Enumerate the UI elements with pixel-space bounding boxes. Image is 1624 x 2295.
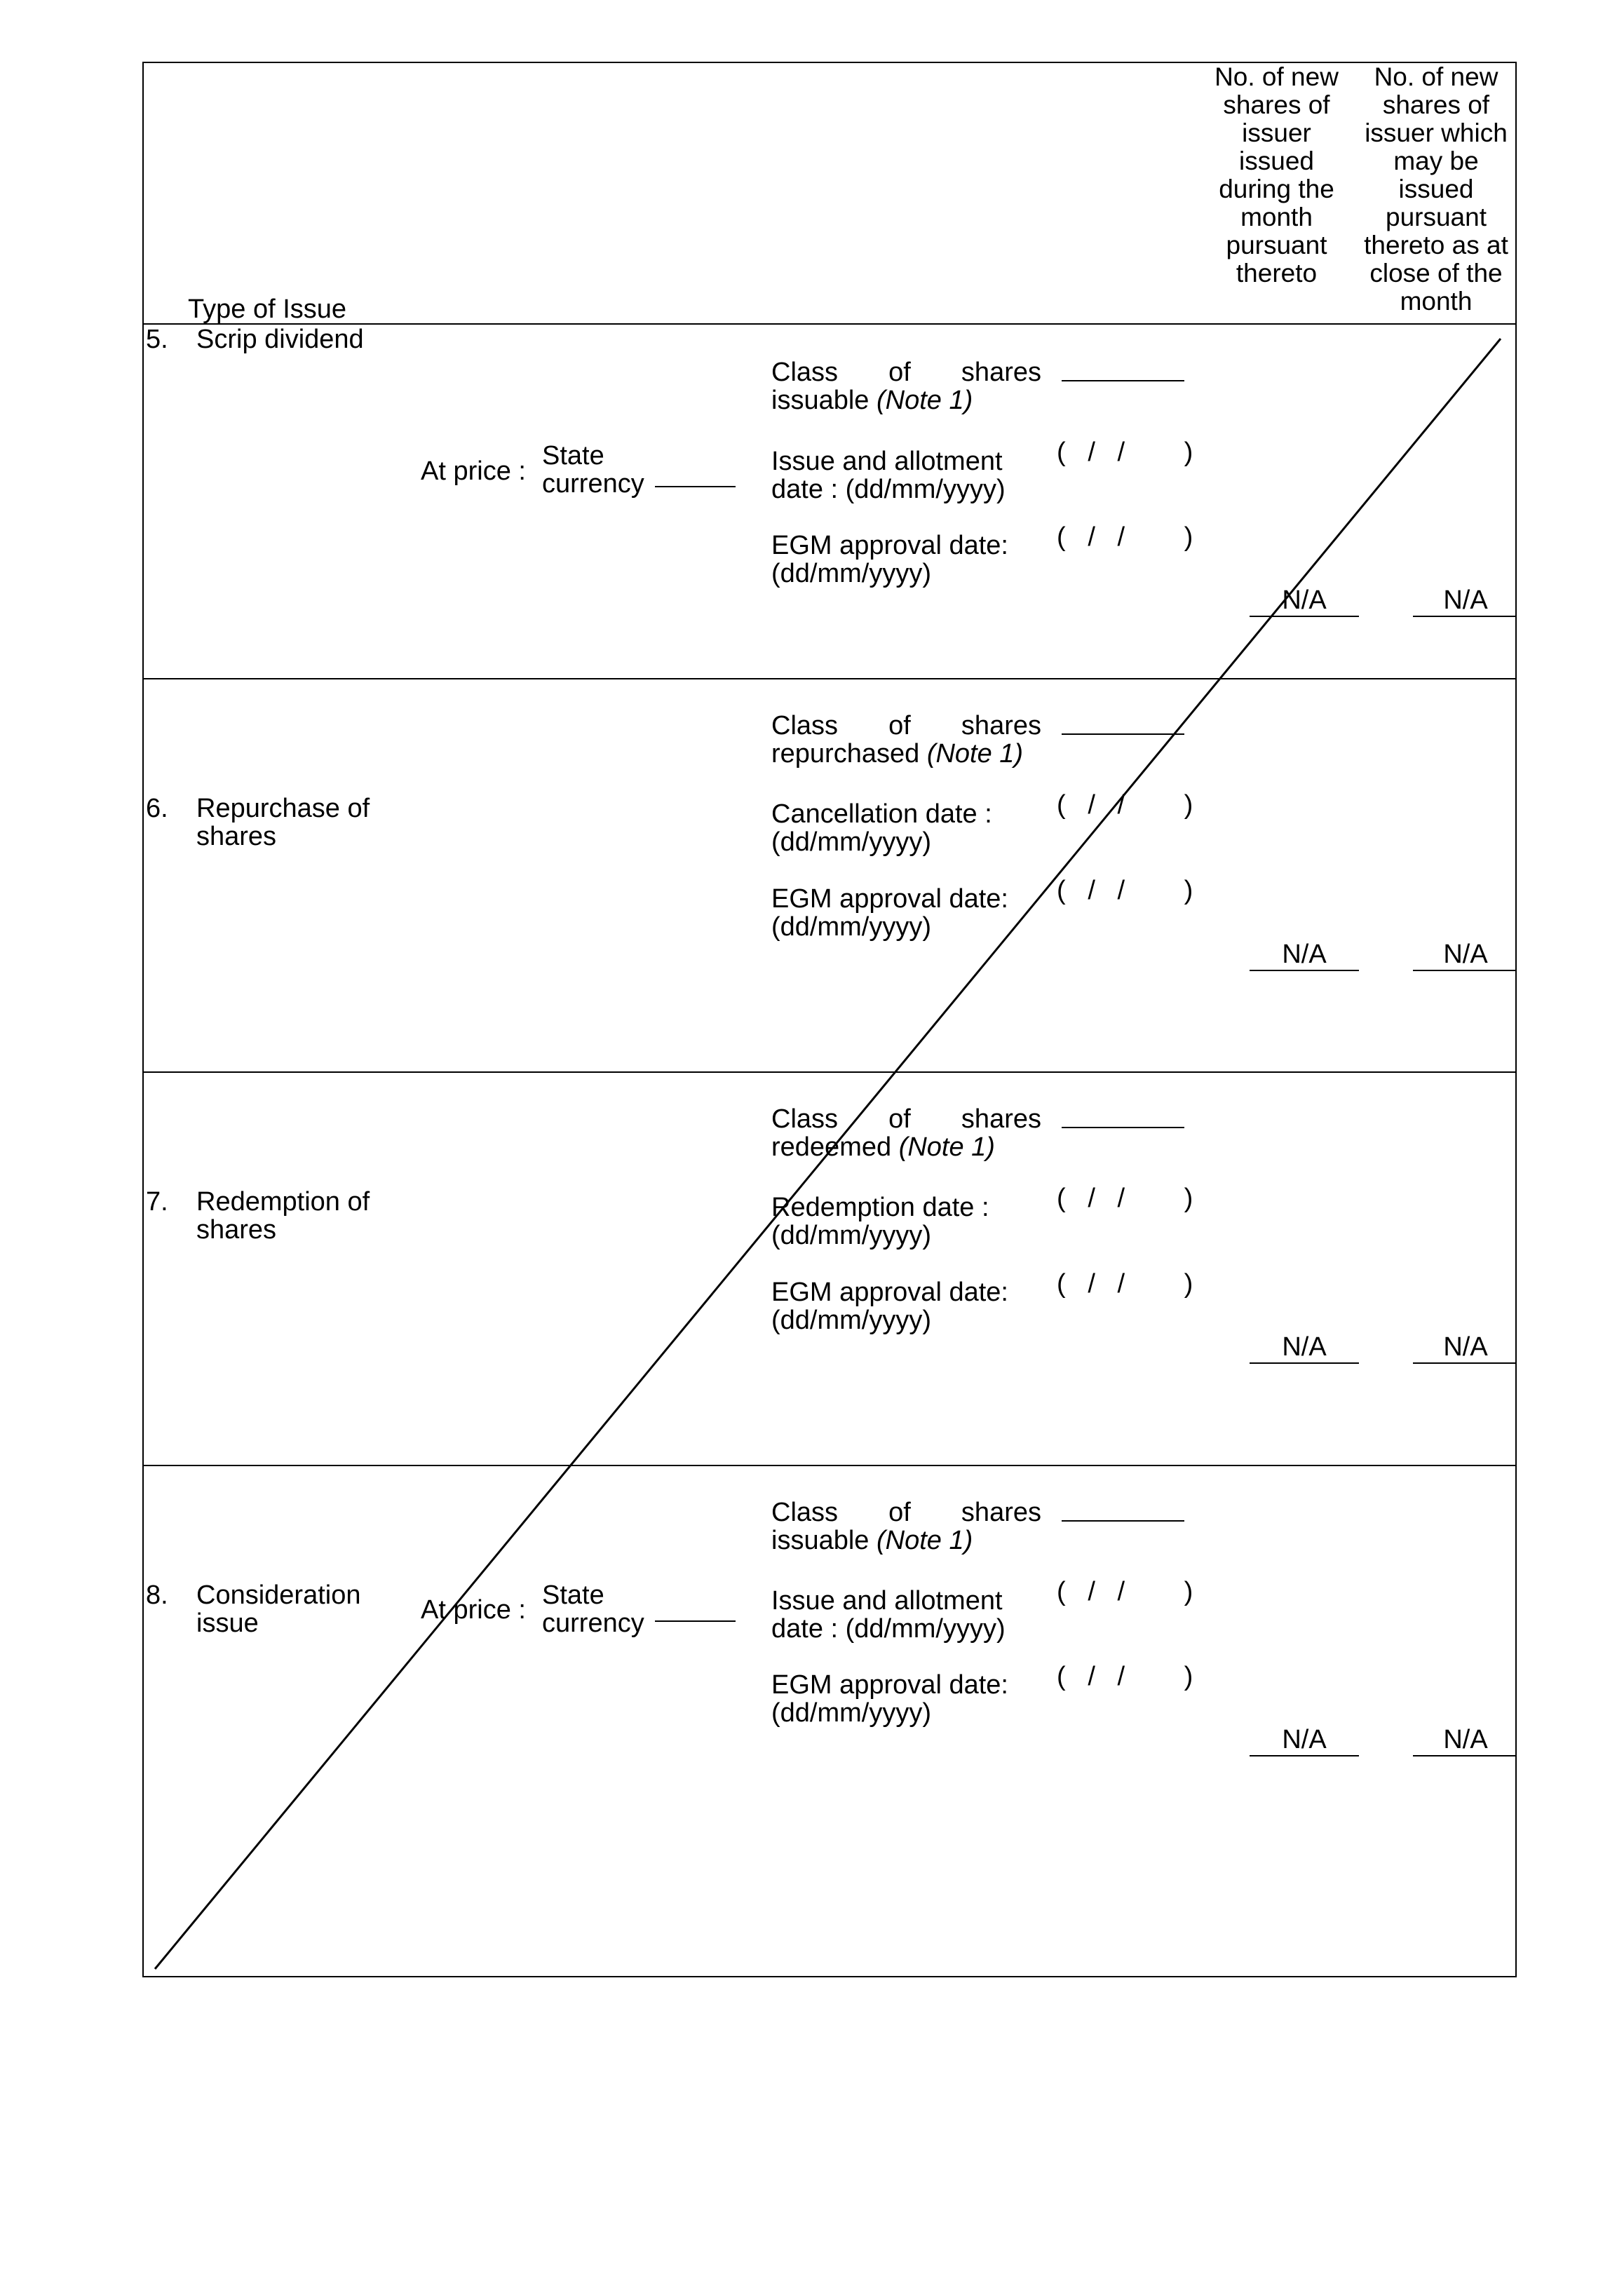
row-title: Repurchase of shares xyxy=(196,794,370,851)
date1-label: Redemption date : (dd/mm/yyyy) xyxy=(771,1193,989,1250)
row-number: 8. xyxy=(146,1580,168,1610)
date1-field[interactable]: ( / / ) xyxy=(1057,1184,1193,1213)
na-may-issue: N/A xyxy=(1443,1725,1488,1754)
date2-label: EGM approval date: (dd/mm/yyyy) xyxy=(771,884,1008,942)
row-title: Redemption of shares xyxy=(196,1187,370,1245)
date2-field[interactable]: ( / / ) xyxy=(1057,1662,1193,1691)
na-may-issue: N/A xyxy=(1443,585,1488,615)
class-of-shares-label: Class of shares issuable (Note 1) xyxy=(771,1498,1041,1555)
na-may-issue: N/A xyxy=(1443,1332,1488,1362)
date2-label: EGM approval date: (dd/mm/yyyy) xyxy=(771,1278,1008,1335)
col-may-issue-heading: No. of new shares of issuer which may be issued pursuant thereto as at close of the month xyxy=(1364,62,1508,316)
col-issued-heading: No. of new shares of issuer issued during the month pursuant thereto xyxy=(1214,62,1339,287)
state-currency-label: State currency xyxy=(542,1580,644,1638)
date1-label: Issue and allotment date : (dd/mm/yyyy) xyxy=(771,1586,1006,1644)
class-of-shares-label: Class of shares repurchased (Note 1) xyxy=(771,711,1041,769)
date2-label: EGM approval date: (dd/mm/yyyy) xyxy=(771,531,1008,588)
date1-field[interactable]: ( / / ) xyxy=(1057,438,1193,467)
row-number: 5. xyxy=(146,325,168,354)
at-price-label: At price : xyxy=(421,1595,526,1625)
na-issued: N/A xyxy=(1282,940,1327,969)
na-may-issue: N/A xyxy=(1443,940,1488,969)
class-of-shares-label: Class of shares issuable (Note 1) xyxy=(771,358,1041,415)
date1-label: Issue and allotment date : (dd/mm/yyyy) xyxy=(771,447,1006,504)
at-price-label: At price : xyxy=(421,456,526,486)
type-of-issue-heading: Type of Issue xyxy=(188,295,347,324)
date1-field[interactable]: ( / / ) xyxy=(1057,790,1193,820)
na-issued: N/A xyxy=(1282,585,1327,615)
row-number: 7. xyxy=(146,1187,168,1217)
na-issued: N/A xyxy=(1282,1332,1327,1362)
row-number: 6. xyxy=(146,794,168,823)
date2-label: EGM approval date: (dd/mm/yyyy) xyxy=(771,1670,1008,1728)
row-title: Scrip dividend xyxy=(196,325,364,354)
date2-field[interactable]: ( / / ) xyxy=(1057,1269,1193,1299)
date1-field[interactable]: ( / / ) xyxy=(1057,1577,1193,1606)
date2-field[interactable]: ( / / ) xyxy=(1057,522,1193,552)
na-issued: N/A xyxy=(1282,1725,1327,1754)
state-currency-label: State currency xyxy=(542,441,644,499)
date1-label: Cancellation date : (dd/mm/yyyy) xyxy=(771,799,992,857)
date2-field[interactable]: ( / / ) xyxy=(1057,876,1193,905)
row-title: Consideration issue xyxy=(196,1580,361,1638)
class-of-shares-label: Class of shares redeemed (Note 1) xyxy=(771,1104,1041,1162)
